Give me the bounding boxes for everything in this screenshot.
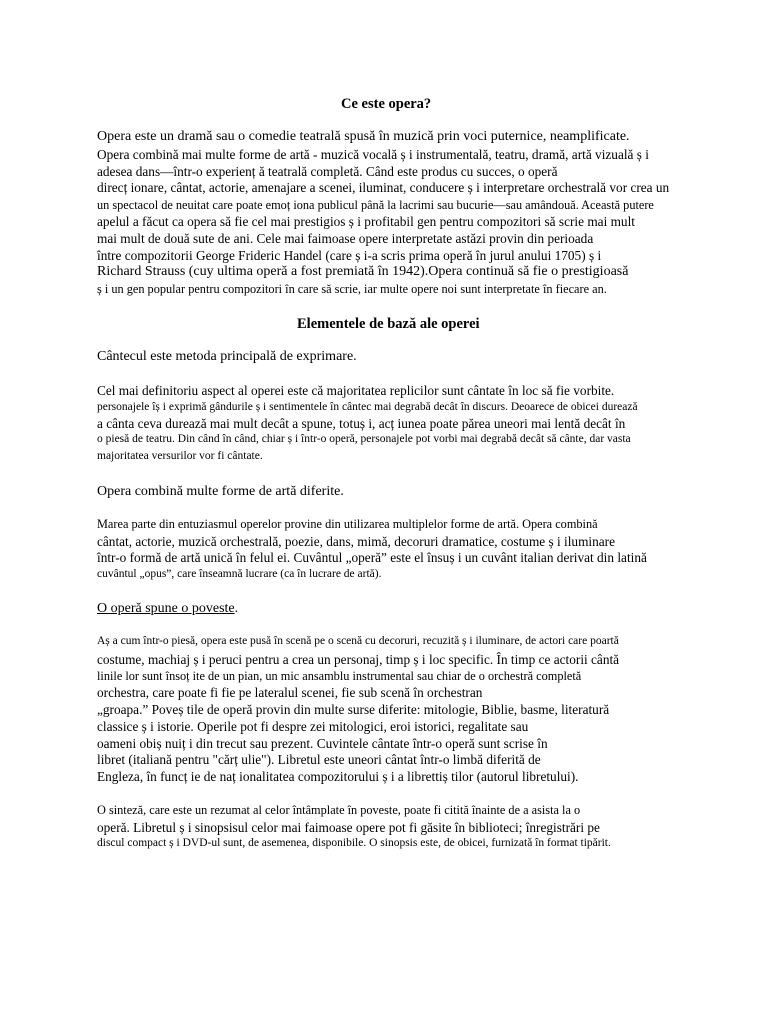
- paragraph-line: ș i un gen popular pentru compozitori în care să scrie, iar multe opere noi sunt interpretate în fiecare an.: [97, 282, 607, 296]
- paragraph-line: cântat, actorie, muzică orchestrală, poezie, dans, mimă, decoruri dramatice, costume ș i iluminare: [97, 534, 615, 549]
- paragraph-line: Engleza, în funcț ie de naț ionalitatea compozitorului ș i a librettiș tilor (autorul libretului).: [97, 769, 579, 784]
- paragraph-line: personajele îș i exprimă gândurile ș i sentimentele în cântec mai degrabă decât în discurs. Deoarece de obicei durează: [97, 401, 638, 413]
- paragraph-line: discul compact ș i DVD-ul sunt, de asemenea, disponibile. O sinopsis este, de obicei, furnizată în format tipărit.: [97, 837, 611, 849]
- paragraph-line: costume, machiaj ș i peruci pentru a crea un personaj, timp ș i loc specific. În timp ce actorii cântă: [97, 652, 620, 667]
- subheading-underlined: O operă spune o poveste: [97, 601, 235, 616]
- paragraph-line: Marea parte din entuziasmul operelor provine din utilizarea multiplelor forme de artă. Opera combină: [97, 517, 598, 531]
- paragraph-line: Opera combină mai multe forme de artă - muzică vocală ș i instrumentală, teatru, dramă, artă vizuală ș i: [97, 147, 649, 162]
- paragraph-line: apelul a făcut ca opera să fie cel mai prestigios ș i profitabil gen pentru compozitori să scrie mai mult: [97, 214, 635, 229]
- paragraph-line: Cel mai definitoriu aspect al operei este că majoritatea replicilor sunt cântate în loc să fie vorbite.: [97, 383, 615, 398]
- paragraph-line: Opera este un dramă sau o comedie teatrală spusă în muzică prin voci puternice, neamplificate.: [97, 129, 630, 144]
- paragraph-line: Richard Strauss (cuy ultima operă a fost premiată în 1942).Opera continuă să fie o prestigioasă: [97, 264, 629, 279]
- paragraph-line: a cânta ceva durează mai mult decât a spune, totuș i, acț iunea poate părea uneori mai lentă decât în: [97, 416, 626, 431]
- paragraph-line: o piesă de teatru. Din când în când, chiar ș i într-o operă, personajele pot vorbi mai degrabă decât să cânte, dar vasta: [97, 433, 631, 445]
- paragraph-line: libret (italiană pentru "cărț ulie"). Libretul este uneori cântat într-o limbă diferită de: [97, 752, 541, 767]
- paragraph-line: un spectacol de neuitat care poate emoț iona publicul până la lacrimi sau bucurie—sau amândouă. Această putere: [97, 198, 654, 212]
- paragraph-line: oameni obiș nuiț i din trecut sau prezent. Cuvintele cântate într-o operă sunt scrise în: [97, 736, 548, 751]
- paragraph-line: Aș a cum într-o piesă, opera este pusă în scenă pe o scenă cu decoruri, recuzită ș i iluminare, de actori care poartă: [97, 635, 619, 647]
- paragraph-line: orchestra, care poate fi fie pe lateralul scenei, fie sub scenă în orchestran: [97, 685, 483, 700]
- paragraph-line: linile lor sunt însoț ite de un pian, un mic ansamblu instrumental sau chiar de o orchestră completă: [97, 669, 582, 683]
- page-title: Ce este opera?: [341, 96, 432, 112]
- paragraph-line: mai mult de două sute de ani. Cele mai faimoase opere interpretate astăzi provin din perioada: [97, 231, 594, 246]
- subheading: [97, 601, 238, 617]
- paragraph-line: O sinteză, care este un rezumat al celor întâmplate în poveste, poate fi citită înainte de a asista la o: [97, 803, 581, 817]
- paragraph-line: „groapa.” Poveș tile de operă provin din multe surse diferite: mitologie, Biblie, basme, literatură: [97, 702, 610, 717]
- subheading-period: .: [234, 601, 239, 616]
- paragraph-line: între compozitorii George Frideric Handel (care ș i-a scris prima operă în jurul anului 1705) ș i: [97, 248, 602, 263]
- section-heading: Elementele de bază ale operei: [297, 316, 480, 332]
- paragraph-line: într-o formă de artă unică în felul ei. Cuvântul „operă” este el însuș i un cuvânt italian derivat din latină: [97, 550, 647, 565]
- paragraph-line: majoritatea versurilor vor fi cântate.: [97, 450, 263, 462]
- paragraph-line: direcț ionare, cântat, actorie, amenajare a scenei, iluminat, conducere ș i interpretare orchestrală vor crea un: [97, 180, 670, 195]
- paragraph-line: adesea dans—într-o experienț ă teatrală completă. Când este produs cu succes, o operă: [97, 164, 558, 179]
- subheading: Cântecul este metoda principală de exprimare.: [97, 349, 357, 364]
- paragraph-line: operă. Libretul ș i sinopsisul celor mai faimoase opere pot fi găsite în biblioteci; înregistrări pe: [97, 820, 600, 835]
- paragraph-line: classice ș i istorie. Operile pot fi despre zei mitologici, eroi istorici, regalitate sau: [97, 719, 529, 734]
- subheading: Opera combină multe forme de artă diferite.: [97, 484, 344, 499]
- paragraph-line: cuvântul „opus”, care înseamnă lucrare (ca în lucrare de artă).: [97, 568, 382, 580]
